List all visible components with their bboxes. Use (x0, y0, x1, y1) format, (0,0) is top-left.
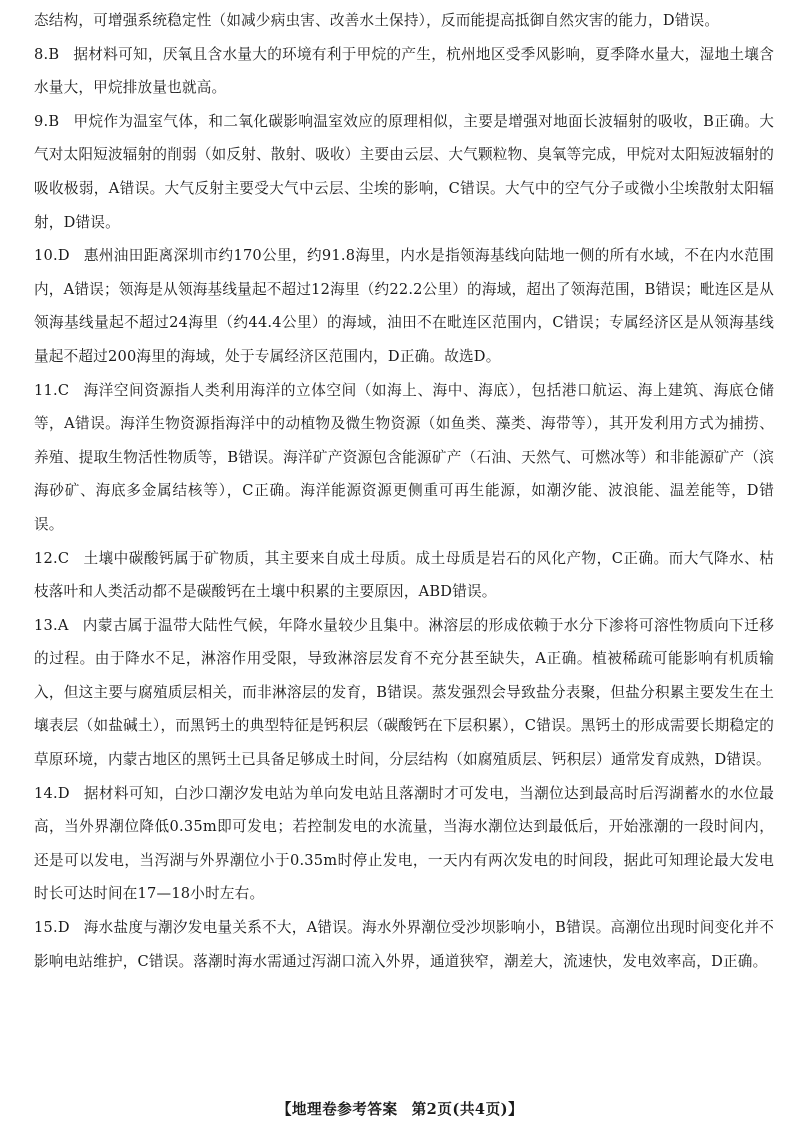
item-number: 9. (34, 112, 49, 130)
item-number: 13. (34, 616, 58, 634)
item-number: 8. (34, 45, 49, 63)
footer-page-number: 第2页(共4页)】 (411, 1101, 524, 1118)
item-explanation: 内蒙古属于温带大陆性气候，年降水量较少且集中。淋溶层的形成依赖于水分下渗将可溶性物质向下迁移的过程。由于降水不足，淋溶作用受限，导致淋溶层发育不充分甚至缺失，A正确。植被稀疏可能影响有机质输入，但这主要与腐殖质层相关，而非淋溶层的发育，B错误。蒸发强烈会导致盐分表聚，但盐分积累主要发生在土壤表层（如盐碱土），而黑钙土的典型特征是钙积层（碳酸钙在下层积累），C错误。黑钙土的形成需要长期稳定的草原环境，内蒙古地区的黑钙土已具备足够成土时间，分层结构（如腐殖质层、钙积层）通常发育成熟，D错误。 (34, 616, 774, 769)
answer-item-8 (34, 38, 774, 105)
item-number: 10. (34, 247, 58, 265)
page-footer (0, 1098, 800, 1119)
answer-item-14 (34, 777, 774, 911)
item-answer: C (57, 549, 70, 567)
answer-item-15 (34, 911, 774, 978)
item-answer: C (57, 381, 70, 399)
item-answer: A (57, 616, 69, 634)
item-number: 12. (34, 549, 58, 567)
answer-item-9 (34, 105, 774, 239)
answer-item-13 (34, 609, 774, 777)
item-explanation: 土壤中碳酸钙属于矿物质，其主要来自成土母质。成土母质是岩石的风化产物，C正确。而大气降水、枯枝落叶和人类活动都不是碳酸钙在土壤中积累的主要原因，ABD错误。 (34, 549, 774, 601)
continuation-paragraph: 态结构，可增强系统稳定性（如减少病虫害、改善水土保持），反而能提高抵御自然灾害的能力，D错误。 (34, 12, 720, 29)
item-explanation: 海水盐度与潮汐发电量关系不大，A错误。海水外界潮位受沙坝影响小，B错误。高潮位出现时间变化并不影响电站维护，C错误。落潮时海水需通过泻湖口流入外界，通道狭窄，潮差大，流速快，发电效率高，D正确。 (34, 919, 774, 970)
item-answer: D (57, 784, 70, 802)
answer-item-10 (34, 239, 774, 373)
item-answer: B (48, 45, 60, 63)
item-explanation: 甲烷作为温室气体，和二氧化碳影响温室效应的原理相似，主要是增强对地面长波辐射的吸收，B正确。大气对太阳短波辐射的削弱（如反射、散射、吸收）主要由云层、大气颗粒物、臭氧等完成，甲烷对太阳短波辐射的吸收极弱，A错误。大气反射主要受大气中云层、尘埃的影响，C错误。大气中的空气分子或微小尘埃散射太阳辐射，D错误。 (34, 112, 774, 231)
item-explanation: 据材料可知，白沙口潮汐发电站为单向发电站且落潮时才可发电，当潮位达到最高时后泻湖蓄水的水位最高，当外界潮位降低0.35m即可发电；若控制发电的水流量，当海水潮位达到最低后，开始涨潮的一段时间内，还是可以发电，当泻湖与外界潮位小于0.35m时停止发电，一天内有两次发电的时间段，据此可知理论最大发电时长可达时间在17—18小时左右。 (34, 784, 774, 903)
item-explanation: 海洋空间资源指人类利用海洋的立体空间（如海上、海中、海底），包括港口航运、海上建筑、海底仓储等，A错误。海洋生物资源指海洋中的动植物及微生物资源（如鱼类、藻类、海带等），其开发利用方式为捕捞、养殖、提取生物活性物质等，B错误。海洋矿产资源包含能源矿产（石油、天然气、可燃冰等）和非能源矿产（滨海砂矿、海底多金属结核等），C正确。海洋能源资源更侧重可再生能源，如潮汐能、波浪能、温差能等，D错误。 (34, 381, 774, 533)
item-number: 15. (34, 919, 58, 937)
item-answer: D (57, 919, 70, 937)
answer-item-12 (34, 542, 774, 609)
item-answer: D (57, 247, 70, 265)
item-explanation: 据材料可知，厌氧且含水量大的环境有利于甲烷的产生，杭州地区受季风影响，夏季降水量大，湿地土壤含水量大，甲烷排放量也就高。 (34, 45, 774, 97)
item-explanation: 惠州油田距离深圳市约170公里，约91.8海里，内水是指领海基线向陆地一侧的所有水域，不在内水范围内，A错误；领海是从领海基线量起不超过12海里（约22.2公里）的海域，超出了领海范围，B错误；毗连区是从领海基线量起不超过24海里（约44.4公里）的海域，油田不在毗连区范围内，C错误；专属经济区是从领海基线量起不超过200海里的海域，处于专属经济区范围内，D正确。故选D。 (34, 247, 774, 365)
footer-title: 【地理卷参考答案 (276, 1101, 398, 1118)
answer-item-11 (34, 374, 774, 542)
item-number: 11. (34, 381, 58, 399)
item-answer: B (48, 112, 60, 130)
item-number: 14. (34, 784, 58, 802)
